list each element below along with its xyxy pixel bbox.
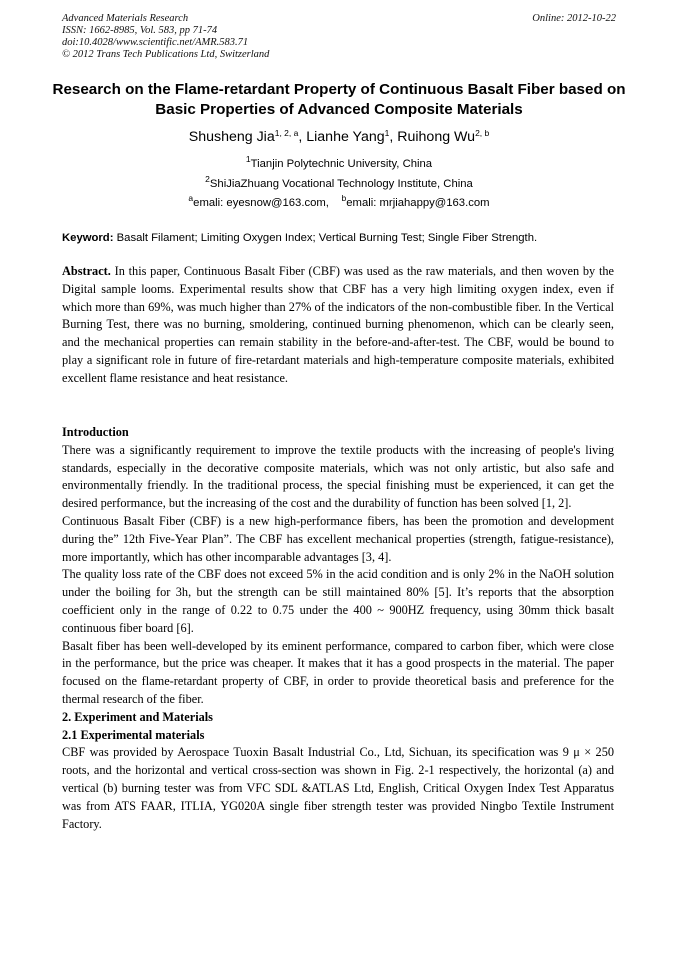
intro-paragraph: Basalt fiber has been well-developed by its eminent performance, compared to carbon fiber, which were close in the performance, but the price was cheaper. It makes that it has a good prospects in the material. The paper focused on the flame-retardant property of CBF, in order to provide theoretical basis and preference for the thermal research of the fiber. [62,638,614,706]
author-name: Lianhe Yang [306,129,385,145]
author-sup: 2, b [475,128,490,138]
affiliation-2: $^2$ShiJiaZhuang Vocational Technology Institute, China [205,174,473,190]
abstract [62,263,614,388]
paper-title: Research on the Flame-retardant Property of Continuous Basalt Fiber based on Basic Properties of Advanced Composite Materials [52,81,626,118]
intro-paragraph: Continuous Basalt Fiber (CBF) is a new high-performance fibers, has been the promotion and development during the” 12th Five-Year Plan”. The CBF has excellent mechanical properties (strength, fatigue-resistance), more importantly, which has other incomparable advantages [3, 4]. [62,513,614,564]
author-sup: 1, 2, a [274,128,299,138]
journal-header [62,13,269,61]
author-name: Ruihong Wu [397,129,476,145]
issn-line: ISSN: 1662-8985, Vol. 583, pp 71-74 [62,25,218,36]
author-list: Shusheng Jia$^{1, 2, a}$, Lianhe Yang$^1$, Ruihong Wu$^{2, b}$ [188,128,490,145]
email-a[interactable]: emali: eyesnow@163.com, [193,197,329,209]
abstract-label: Abstract. [62,264,111,278]
author-name: Shusheng Jia [188,129,275,145]
online-date: Online: 2012-10-22 [532,13,616,24]
introduction-heading: Introduction [62,425,129,439]
keywords [62,231,622,246]
author-sup: 1 [384,128,390,138]
journal-name: Advanced Materials Research [62,13,189,24]
email-line: $^a$emali: eyesnow@163.com, $^b$emali: mrjiahappy@163.com [188,193,490,209]
intro-paragraph: There was a significantly requirement to improve the textile products with the increasing of people's living standards, especially in the decorative composite materials, which was not only artistic, but also safe and environmentally friendly. In the traditional process, the special finishing must be experienced, it can get the desired performance, but the increasing of the cost and the durability of function has been solved [1, 2]. [62,442,614,511]
materials-paragraph: CBF was provided by Aerospace Tuoxin Basalt Industrial Co., Ltd, Sichuan, its specification was 9 μ × 250 roots, and the horizontal and vertical cross-section was shown in Fig. 2-1 respectively, the horizontal (a) and vertical (b) burning tester was from VFC SDL &ATLAS Ltd, English, Critical Oxygen Index Test Apparatus was from ATS FAAR, ITLIA, YG020A single fiber strength tester was provided Ningbo Textile Instrument Factory. [62,745,614,831]
section-2-heading: 2. Experiment and Materials [62,709,213,724]
email-b[interactable]: emali: mrjiahappy@163.com [346,197,490,209]
keyword-text: Basalt Filament; Limiting Oxygen Index; Vertical Burning Test; Single Fiber Strength. [116,232,538,244]
keyword-label: Keyword: [62,232,114,244]
abstract-text: In this paper, Continuous Basalt Fiber (CBF) was used as the raw materials, and then woven by the Digital sample looms. Experimental results show that CBF has a very high limiting oxygen index, even if which more than 69%, was much higher than 27% of the indicators of the non-combustible fiber. In the Vertical Burning Test, there was no burning, smoldering, continued burning phenomenon, which can be clearly seen, and the mechanical properties can remain stability in the before-and-after-test. The CBF, would be bound to play a significant role in future of fire-retardant materials and high-temperature composite materials, exhibited excellent flame resistance and heat resistance. [62,264,614,385]
doi-line: doi:10.4028/www.scientific.net/AMR.583.71 [62,37,249,48]
copyright-line: © 2012 Trans Tech Publications Ltd, Switzerland [62,49,270,60]
intro-paragraph: The quality loss rate of the CBF does not exceed 5% in the acid condition and is only 2% in the NaOH solution under the boiling for 3h, but the strength can be still maintained 80% [5]. It’s reports that the absorption coefficient only in the range of 0.22 to 0.75 under the 400 ~ 900HZ frequency, using 30mm thick basalt continuous fiber board [6]. [62,567,614,635]
affiliation-1: $^1$Tianjin Polytechnic University, China [245,154,433,170]
section-2-1-heading: 2.1 Experimental materials [62,727,205,742]
main-text [62,424,614,833]
